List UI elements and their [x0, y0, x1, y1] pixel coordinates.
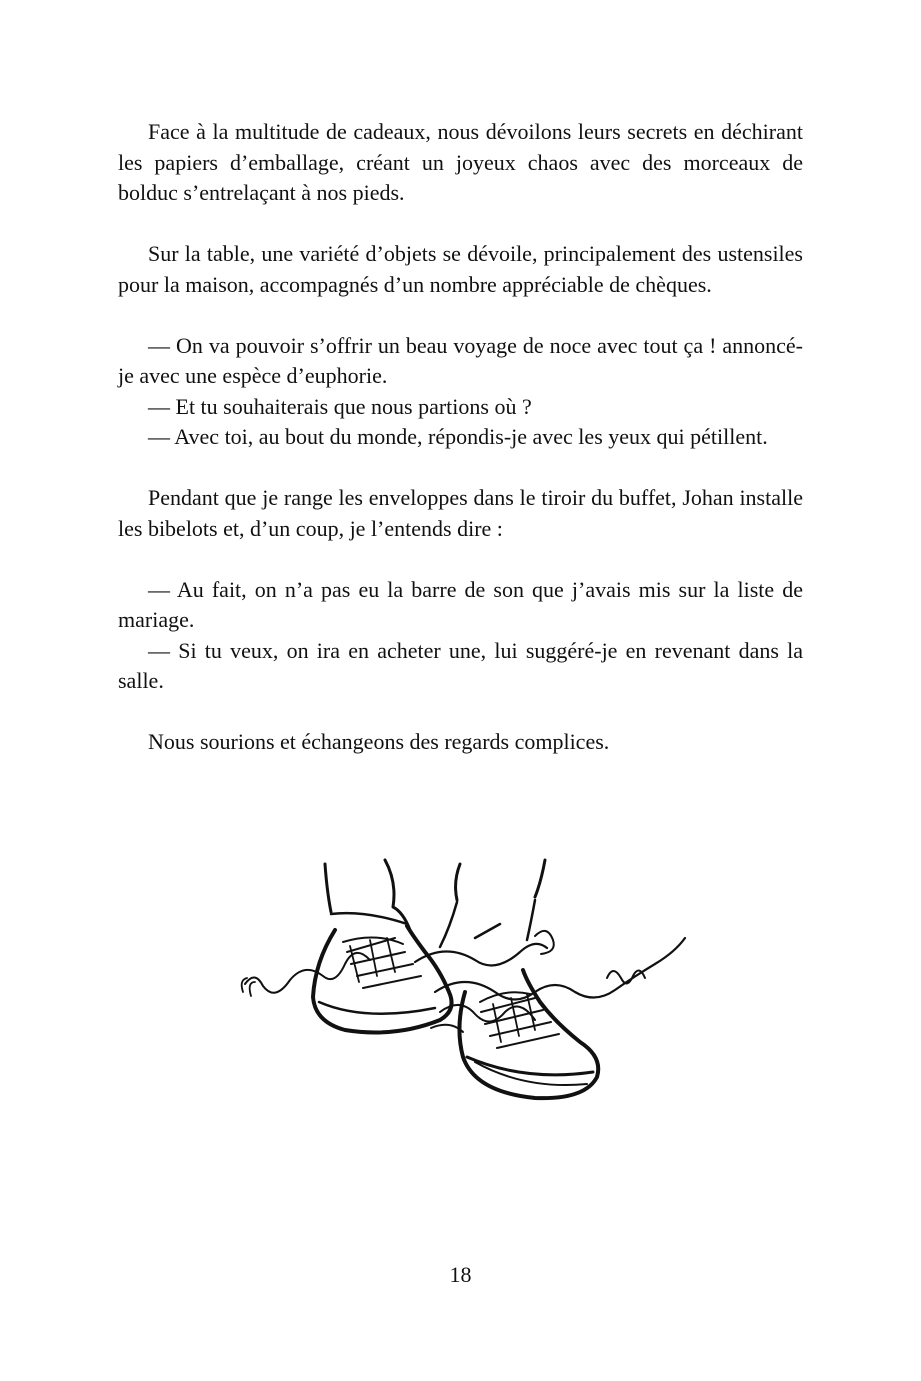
sneakers-with-laces-drawing-icon: [235, 852, 690, 1104]
page-number: 18: [449, 1262, 472, 1287]
paragraph-smiles: Nous sourions et échangeons des regards complices.: [148, 729, 610, 754]
paragraph-table: Sur la table, une variété d’objets se dévoile, principalement des ustensiles pour la maison, accompagnés d’un nombre appréciable de chèques.: [118, 241, 803, 297]
dialogue-line-soundbar: — Au fait, on n’a pas eu la barre de son que j’avais mis sur la liste de mariage.: [118, 576, 803, 632]
dialogue-line-voyage: — On va pouvoir s’offrir un beau voyage de noce avec tout ça ! annoncé-je avec une espèce d’euphorie.: [118, 332, 803, 388]
dialogue-line-buy: — Si tu veux, on ira en acheter une, lui suggéré-je en revenant dans la salle.: [118, 637, 803, 693]
body-text: [118, 117, 803, 758]
paragraph-envelopes: Pendant que je range les enveloppes dans le tiroir du buffet, Johan installe les bibelots et, d’un coup, je l’entends dire :: [118, 485, 803, 541]
dialogue-line-where: — Et tu souhaiterais que nous partions où ?: [148, 393, 532, 419]
paragraph-gifts: Face à la multitude de cadeaux, nous dévoilons leurs secrets en déchirant les papiers d’emballage, créant un joyeux chaos avec des morceaux de bolduc s’entrelaçant à nos pieds.: [118, 119, 803, 205]
dialogue-line-world: — Avec toi, au bout du monde, répondis-je avec les yeux qui pétillent.: [148, 424, 768, 449]
